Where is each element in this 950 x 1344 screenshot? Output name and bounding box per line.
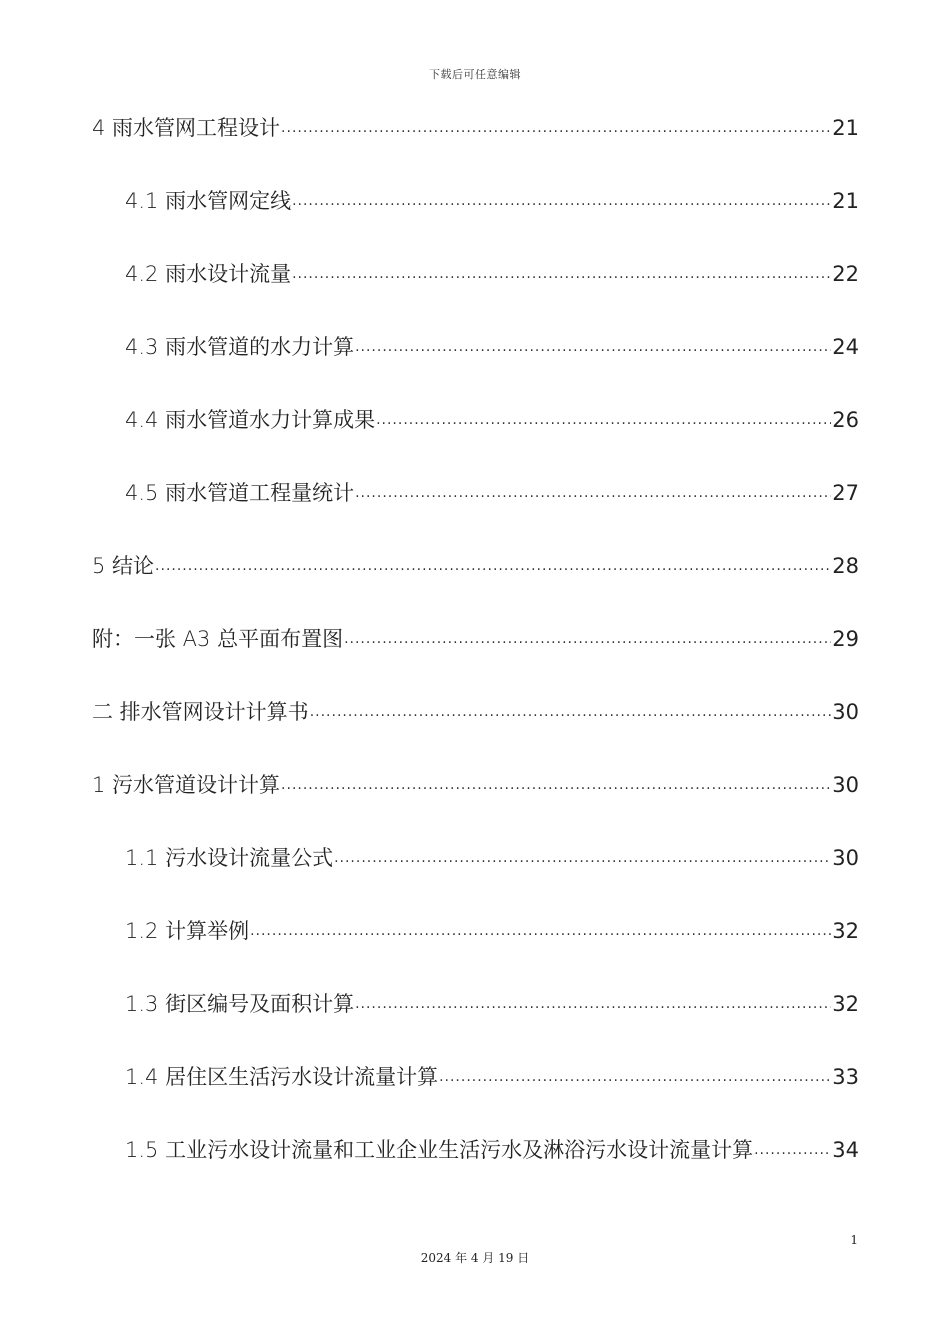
toc-entry-page: 27	[832, 481, 859, 505]
toc-entry[interactable]	[92, 475, 859, 548]
toc-entry-title: 4.2 雨水设计流量	[125, 262, 292, 286]
toc-entry-title: 1.5 工业污水设计流量和工业企业生活污水及淋浴污水设计流量计算	[125, 1138, 754, 1162]
footer-date: 2024 年 4 月 19 日	[420, 1251, 530, 1265]
toc-dot-leader	[281, 767, 831, 803]
toc-dot-leader	[310, 694, 832, 730]
toc-dot-leader	[155, 548, 831, 584]
toc-entry-page: 29	[832, 627, 859, 651]
toc-entry[interactable]	[92, 548, 859, 621]
toc-dot-leader	[250, 913, 831, 949]
toc-entry-page: 22	[832, 262, 859, 286]
toc-entry[interactable]	[92, 256, 859, 329]
toc-entry-page: 26	[832, 408, 859, 432]
table-of-contents	[92, 110, 859, 1205]
page-header: 下载后可任意编辑	[429, 68, 521, 81]
toc-entry-title: 4.4 雨水管道水力计算成果	[125, 408, 376, 432]
toc-entry-page: 30	[832, 773, 859, 797]
toc-entry-title: 1.2 计算举例	[125, 919, 250, 943]
page-number: 1	[850, 1233, 858, 1247]
toc-entry-page: 34	[832, 1138, 859, 1162]
toc-entry-page: 24	[832, 335, 859, 359]
toc-entry-page: 21	[832, 189, 859, 213]
toc-entry[interactable]	[92, 694, 859, 767]
toc-dot-leader	[292, 183, 831, 219]
toc-entry-page: 30	[832, 846, 859, 870]
toc-entry[interactable]	[92, 110, 859, 183]
toc-dot-leader	[355, 329, 831, 365]
toc-dot-leader	[281, 110, 831, 146]
toc-entry-title: 4.1 雨水管网定线	[125, 189, 292, 213]
toc-entry[interactable]	[92, 840, 859, 913]
toc-entry[interactable]	[92, 913, 859, 986]
toc-entry-title: 4 雨水管网工程设计	[92, 116, 281, 140]
toc-dot-leader	[334, 840, 831, 876]
toc-dot-leader	[344, 621, 831, 657]
toc-entry-title: 4.3 雨水管道的水力计算	[125, 335, 355, 359]
toc-entry-title: 1 污水管道设计计算	[92, 773, 281, 797]
toc-entry-page: 21	[832, 116, 859, 140]
toc-dot-leader	[439, 1059, 831, 1095]
toc-dot-leader	[355, 475, 831, 511]
toc-entry-title: 1.3 街区编号及面积计算	[125, 992, 355, 1016]
toc-entry-page: 28	[832, 554, 859, 578]
toc-entry[interactable]	[92, 1132, 859, 1205]
toc-entry-page: 32	[832, 992, 859, 1016]
toc-entry-title: 1.4 居住区生活污水设计流量计算	[125, 1065, 439, 1089]
toc-dot-leader	[376, 402, 831, 438]
toc-entry-title: 4.5 雨水管道工程量统计	[125, 481, 355, 505]
toc-entry-title: 附：一张 A3 总平面布置图	[92, 627, 344, 651]
toc-entry[interactable]	[92, 1059, 859, 1132]
toc-dot-leader	[754, 1132, 831, 1168]
toc-entry-title: 二 排水管网设计计算书	[92, 700, 309, 724]
toc-entry-page: 32	[832, 919, 859, 943]
toc-entry-title: 5 结论	[92, 554, 155, 578]
toc-entry[interactable]	[92, 402, 859, 475]
toc-dot-leader	[355, 986, 831, 1022]
toc-entry[interactable]	[92, 329, 859, 402]
toc-entry[interactable]	[92, 621, 859, 694]
toc-entry[interactable]	[92, 767, 859, 840]
toc-entry-page: 30	[832, 700, 859, 724]
toc-entry-title: 1.1 污水设计流量公式	[125, 846, 334, 870]
toc-entry[interactable]	[92, 183, 859, 256]
toc-entry[interactable]	[92, 986, 859, 1059]
toc-entry-page: 33	[832, 1065, 859, 1089]
toc-dot-leader	[292, 256, 831, 292]
